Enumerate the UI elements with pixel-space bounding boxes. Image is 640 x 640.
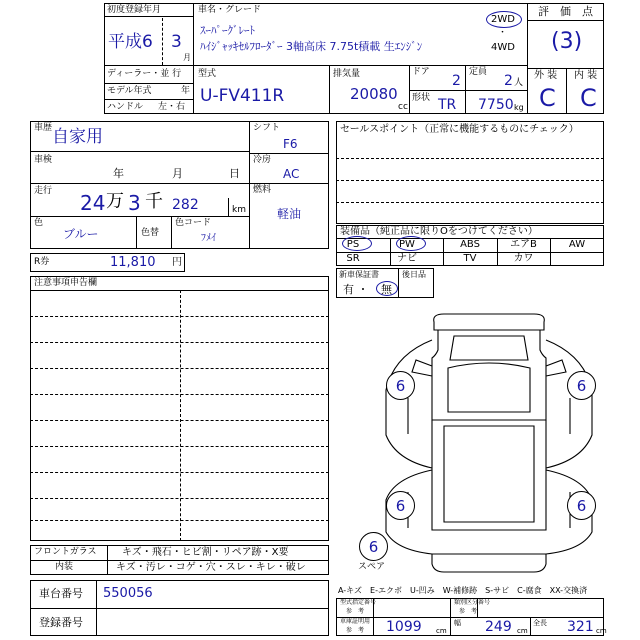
tire-spare: 6 xyxy=(359,532,388,561)
reg-era: 平成6 xyxy=(108,32,153,52)
equip-abs: ABS xyxy=(460,239,480,250)
damage-legend: A-キズ E-エクボ U-凹み W-補修跡 S-サビ C-腐食 XX-交換済 xyxy=(338,586,588,595)
vehicle-name-label: 車名・グレード xyxy=(198,5,262,15)
recycle-value: 11,810 xyxy=(110,255,156,270)
color-label: 色 xyxy=(34,218,44,228)
interior-cond-label: 内装 xyxy=(55,562,74,572)
reg-date-label: 初度登録年月 xyxy=(107,5,162,15)
chassis-number: 550056 xyxy=(103,586,153,601)
body-shape-label: 形状 xyxy=(412,93,431,103)
equip-ps: PS xyxy=(346,239,360,250)
equipment-label: 装備品（純正品に限りOをつけてください） xyxy=(340,226,538,237)
equip-airbag: エアB xyxy=(510,239,537,250)
dealer-label: ディーラー・並 行 xyxy=(107,69,182,79)
width-value: 249 xyxy=(485,619,512,635)
vehicle-grade: ｽｰﾊﾟｰｸﾞﾚｰﾄ xyxy=(200,24,255,37)
body-shape: TR xyxy=(438,97,457,113)
exterior-label: 外 装 xyxy=(534,70,558,81)
door-label: ドア xyxy=(412,67,430,77)
capacity: 2 xyxy=(504,73,513,89)
color-value: ブルー xyxy=(63,227,99,241)
mileage-man: 24 xyxy=(80,191,106,215)
model-type-label: 型式 xyxy=(198,69,217,79)
ac-label: 冷房 xyxy=(253,155,272,165)
sales-point-label: セールスポイント（正常に機能するものにチェック） xyxy=(340,124,579,135)
recycle-label: R券 xyxy=(34,257,50,267)
handle-options: 左・右 xyxy=(158,102,186,112)
score-label: 評 価 点 xyxy=(538,5,593,18)
score-value: (3) xyxy=(551,29,583,54)
drive-2wd: 2WD xyxy=(491,14,515,25)
chassis-label: 車台番号 xyxy=(39,587,83,600)
front-glass-label: フロントガラス xyxy=(34,547,97,557)
tire-rear-left: 6 xyxy=(386,491,415,520)
height-value: 1099 xyxy=(386,619,422,635)
interior-grade: C xyxy=(580,84,597,112)
capacity-label: 定員 xyxy=(469,67,488,77)
vehicle-name: ﾊｲｼﾞｬｯｷｾﾙﾌﾛｰﾀﾞｰ 3軸高床 7.75t積載 生ｴﾝｼﾞﾝ xyxy=(200,40,423,53)
equip-sr: SR xyxy=(346,253,360,264)
length-value: 321 xyxy=(567,619,594,635)
tire-front-right: 6 xyxy=(567,371,596,400)
mileage-sen: 3 xyxy=(128,191,141,215)
sales-point-frame xyxy=(336,121,604,224)
door-count: 2 xyxy=(452,73,461,89)
interior-label: 内 装 xyxy=(574,70,598,81)
equip-leather: カワ xyxy=(513,253,534,264)
after-item-label: 後日品 xyxy=(402,270,426,279)
displacement: 20080 xyxy=(350,85,398,103)
exterior-grade: C xyxy=(539,84,556,112)
class-label: 類別区分番号 xyxy=(454,599,491,606)
equip-navi: ナビ xyxy=(397,253,417,264)
warranty-none: 無 xyxy=(381,283,392,296)
notes-label: 注意事項申告欄 xyxy=(34,278,98,288)
width-label: 幅 xyxy=(454,619,461,627)
mileage-label: 走行 xyxy=(34,186,53,196)
fuel-value: 軽油 xyxy=(277,207,302,221)
shift-value: F6 xyxy=(283,137,298,151)
history-label: 車歴 xyxy=(34,123,53,133)
interior-cond-options: キズ・汚レ・コゲ・穴・スレ・キレ・破レ xyxy=(116,562,306,573)
tire-rear-right: 6 xyxy=(567,491,596,520)
displacement-label: 排気量 xyxy=(333,69,361,79)
vehicle-weight: 7750 xyxy=(478,97,514,113)
recycle-box xyxy=(30,253,185,272)
tire-front-left: 6 xyxy=(386,371,415,400)
mileage-rest: 282 xyxy=(172,197,199,213)
inspection-label: 車検 xyxy=(34,155,53,165)
reg-month: 3 xyxy=(171,32,182,52)
registration-label: 登録番号 xyxy=(39,616,83,629)
color-code-label: 色コード xyxy=(175,218,212,228)
equip-aw: AW xyxy=(568,239,586,250)
front-glass-options: キズ・飛石・ヒビ割・リペア跡・X要 xyxy=(122,547,289,558)
garage-cert-label: 車庫証明用 xyxy=(340,618,371,625)
shift-label: シフト xyxy=(253,123,281,133)
warranty-label: 新車保証書 xyxy=(339,270,379,279)
spare-label: スペア xyxy=(358,562,386,572)
color-code: ﾌﾒｲ xyxy=(201,233,216,244)
model-year-label: モデル年式 xyxy=(107,86,152,96)
fuel-label: 燃料 xyxy=(253,185,272,195)
length-label: 全長 xyxy=(533,619,547,627)
type-cert-label: 型式指定番号 xyxy=(340,599,377,606)
model-type: U-FV411R xyxy=(200,86,285,106)
reg-month-unit: 月 xyxy=(183,53,191,62)
handle-label: ハンドル xyxy=(107,102,144,112)
ac-value: AC xyxy=(283,167,300,181)
history-value: 自家用 xyxy=(52,127,103,147)
equip-tv: TV xyxy=(463,253,477,264)
repaint-label: 色替 xyxy=(141,228,160,238)
equip-pw: PW xyxy=(399,239,415,250)
drive-4wd: 4WD xyxy=(491,42,515,53)
